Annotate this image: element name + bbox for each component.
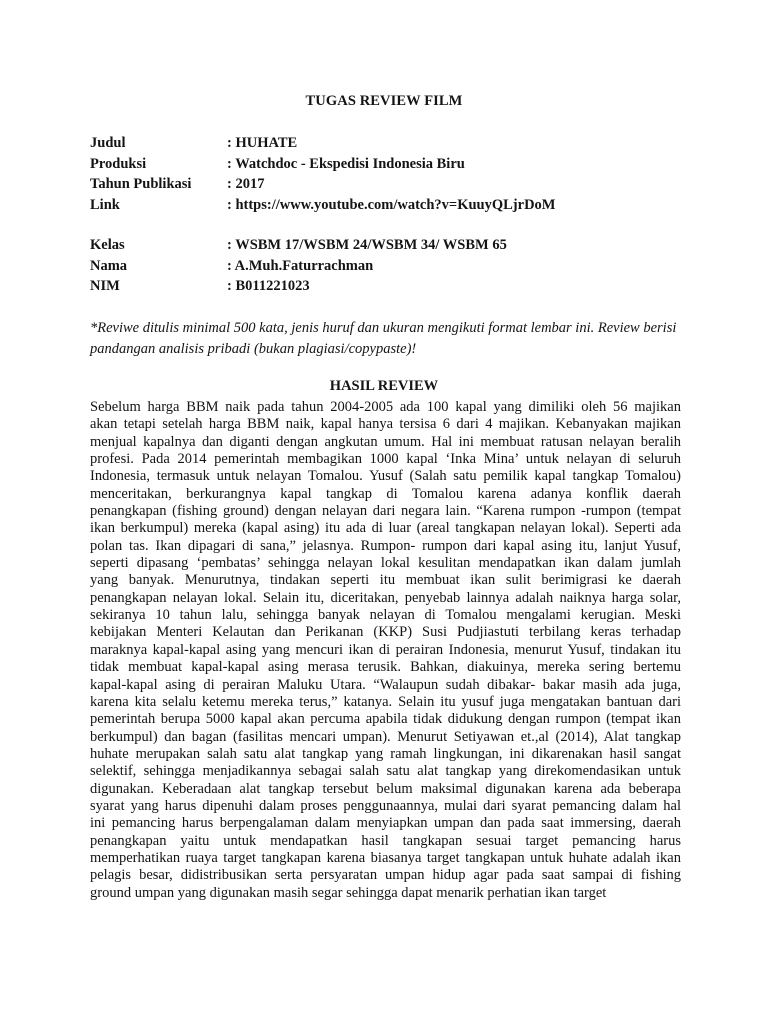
section-heading-hasil-review: HASIL REVIEW	[329, 378, 439, 394]
film-info-block	[90, 133, 555, 216]
info-label: NIM	[90, 278, 120, 295]
info-value-link: : https://www.youtube.com/watch?v=KuuyQLjrDoM	[227, 197, 556, 214]
info-value: : WSBM 17/WSBM 24/WSBM 34/ WSBM 65	[227, 237, 507, 253]
review-text-line: pelagis besar, didistribusikan serta persyaratan umpan hidup agar pada saat sampai di fishing	[90, 867, 681, 884]
info-row-produksi	[90, 154, 555, 175]
review-text-line: menjual kapalnya dan diganti dengan angkutan umum. Hal ini membuat ratusan nelayan beralih	[90, 433, 681, 450]
info-row-judul	[90, 133, 555, 154]
info-label: Produksi	[90, 155, 147, 172]
review-text-line: karena kita selalu ketemu mereka terus,” katanya. Selain itu yusuf juga mengatakan bantuan dari	[90, 693, 681, 710]
info-label: Nama	[90, 257, 128, 274]
review-text-line: ini pemancing harus berpengalaman dalam menyiapkan umpan dan pada saat immersing, daerah	[90, 815, 681, 832]
review-text-line: maraknya kapal-kapal asing yang mencuri ikan di perairan Indonesia, menurut Yusuf, tindakan itu	[90, 641, 681, 658]
info-value: : Watchdoc - Ekspedisi Indonesia Biru	[227, 155, 465, 172]
review-instruction-note: *Reviwe ditulis minimal 500 kata, jenis huruf dan ukuran mengikuti format lembar ini. Review berisi pandangan analisis pribadi (bukan plagiasi/copypaste)!	[90, 320, 677, 357]
review-text-line: berkumpul) dan bagan (fasilitas mencari umpan). Menurut Setiyawan et.,al (2014), Alat tangkap	[90, 728, 681, 745]
info-label: Link	[90, 197, 120, 214]
review-text-line: menceritakan, berkurangnya kapal tangkap di Tomalou karena adanya konflik daerah	[90, 485, 681, 502]
review-text-line: penangkapan yaitu untuk mendapatkan hasil tangkapan sesuai target pemancing harus	[90, 832, 681, 849]
review-text-line: akan tetapi setelah harga BBM naik, kapal hanya tersisa 6 dari 4 majikan. Kebanyakan majikan	[90, 416, 681, 433]
info-label: Tahun Publikasi	[90, 176, 192, 193]
info-label: Kelas	[90, 237, 125, 253]
info-row-nama	[90, 256, 507, 277]
info-value: : B011221023	[227, 278, 310, 295]
review-body	[90, 399, 681, 902]
review-text-line: digunakan. Keberadaan alat tangkap tersebut belum maksimal digunakan karena ada beberapa	[90, 780, 681, 797]
info-label: Judul	[90, 135, 126, 151]
review-text-line: penangkapan (fishing ground) dengan nelayan dari negara lain. “Karena rumpon -rumpon (tempat	[90, 503, 681, 520]
review-text-line: penangkapan nelayan lokal. Selain itu, diceritakan, penyebab lainnya adalah naiknya harga solar,	[90, 589, 681, 606]
review-text-line: kapal-kapal asing di perairan Maluku Utara. “Walaupun sudah dibakar- bakar masih ada juga,	[90, 676, 681, 693]
info-value: : 2017	[227, 176, 265, 193]
review-text-line: profesi. Pada 2014 pemerintah membagikan 1000 kapal ‘Inka Mina’ untuk nelayan di seluruh	[90, 451, 681, 468]
info-row-tahun-publikasi	[90, 174, 555, 195]
review-text-line: seperti dipasang ‘pembatas’ sehingga nelayan lokal kesulitan mendapatkan ikan dalam jumlah	[90, 555, 681, 572]
review-text-line: yang banyak. Menurutnya, tindakan seperti itu membuat ikan sulit berimigrasi ke daerah	[90, 572, 681, 589]
review-text-line: pemerintah berupa 5000 kapal akan percuma apabila tidak didukung dengan rumpon (tempat ikan	[90, 711, 681, 728]
review-text-line: huhate merupakan salah satu alat tangkap yang ramah lingkungan, ini dikarenakan hasil sangat	[90, 745, 681, 762]
review-text-line: memperhatikan ruaya target tangkapan karena biasanya target tangkapan untuk huhate adalah ikan	[90, 849, 681, 866]
student-info-block	[90, 235, 507, 297]
info-value: : A.Muh.Faturrachman	[227, 257, 374, 274]
info-row-link	[90, 195, 555, 216]
review-text-line: kebijakan Menteri Kelautan dan Perikanan (KKP) Susi Pudjiastuti terbilang keras terhadap	[90, 624, 681, 641]
review-text-line: Sebelum harga BBM naik pada tahun 2004-2005 ada 100 kapal yang dimiliki oleh 56 majikan	[90, 399, 681, 415]
info-value: : HUHATE	[227, 135, 298, 151]
review-text-line: ikan berkumpul) mereka (kapal asing) itu ada di luar (areal tangkapan nelayan lokal). Seperti ada	[90, 520, 681, 537]
info-row-kelas	[90, 235, 507, 256]
review-text-line: ground umpan yang digunakan masih segar sehingga dapat menarik perhatian ikan target	[90, 884, 607, 901]
review-text-line: sekiranya 10 tahun lalu, sehingga banyak nelayan di Tomalou mengalami kerugian. Meski	[90, 607, 681, 624]
review-text-line: tidak membuat kapal-kapal asing merasa terusik. Bahkan, diakuinya, mereka sering bertemu	[90, 659, 681, 676]
info-row-nim	[90, 276, 507, 297]
review-text-line: Indonesia, termasuk untuk nelayan Tomalou. Yusuf (Salah satu pemilik kapal tangkap Tomalou)	[90, 468, 681, 485]
document-title: TUGAS REVIEW FILM	[305, 93, 463, 109]
review-text-line: selektif, sehingga menjadikannya sebagai salah satu alat tangkap yang direkomendasikan untuk	[90, 763, 681, 780]
review-text-line: polan tas. Ikan dipagari di sana,” jelasnya. Rumpon- rumpon dari kapal asing itu, lanjut Yusuf,	[90, 537, 681, 554]
review-text-line: syarat yang harus dipenuhi dalam proses penggunaannya, mulai dari syarat pemancing dalam hal	[90, 797, 681, 814]
